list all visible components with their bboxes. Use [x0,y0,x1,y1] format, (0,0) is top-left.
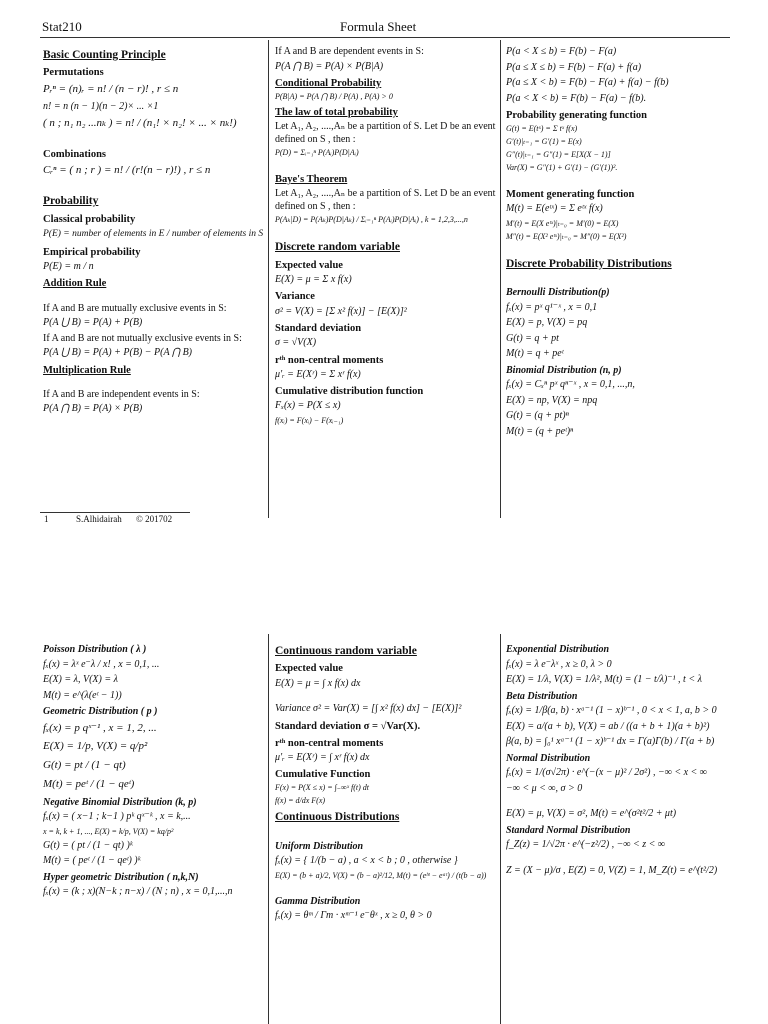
section-heading: Continuous random variable [275,645,417,657]
distribution-heading: Beta Distribution [506,690,578,702]
formula: E(X) = p, V(X) = pq [506,317,588,329]
formula: β(a, b) = ∫₀¹ xᵃ⁻¹ (1 − x)ᵇ⁻¹ dx = Γ(a)Γ(b) / Γ(a + b) [506,736,715,747]
formula: E(X) = (b + a)/2, V(X) = (b − a)²/12, M(t) = (eᵇᵗ − eᵃᵗ) / (t(b − a)) [275,870,487,880]
subheading: Expected value [275,663,343,675]
subheading: Standard deviation σ = √Var(X). [275,720,421,732]
page-number: 1 [44,514,49,524]
distribution-heading: Hyper geometric Distribution ( n,k,N) [43,871,199,883]
subheading: Variance [275,291,315,303]
text-line: If A and B are dependent events in S: [275,46,424,57]
top-divider-left [268,40,269,518]
text-line: Let A₁, A₂, ....,Aₙ be a partition of S. Let D be an event defined on S , then : [275,121,496,145]
bottom-column-1 [43,640,265,902]
formula: P(a < X ≤ b) = F(b) − F(a) [506,46,617,57]
formula: G″(t)|ₜ₌₁ = G″(1) = E[X(X − 1)] [506,150,611,160]
spacer [506,176,746,184]
formula: P(A ⋃ B) = P(A) + P(B) − P(A ⋂ B) [43,347,193,358]
text-line: If A and B are mutually exclusive events in S: [43,302,227,314]
formula: E(X) = λ, V(X) = λ [43,674,118,685]
distribution-heading: Poisson Distribution ( λ ) [43,644,147,655]
author-name: S.Alhidairah [76,514,122,524]
distribution-heading: Standard Normal Distribution [506,824,631,836]
spacer [43,293,265,301]
formula: Pᵣⁿ = (n)ᵣ = n! / (n − r)! , r ≤ n [43,82,179,95]
rule-heading: The law of total probability [275,107,398,119]
distribution-heading: Binomial Distribution (n, p) [506,364,622,376]
spacer [506,245,746,253]
spacer [275,884,497,892]
formula: M(t) = peᵗ / (1 − qeᵗ) [43,777,135,790]
spacer [43,182,265,190]
formula: P(A ⋃ B) = P(A) + P(B) [43,317,143,328]
formula: ( n ; n₁ n₂ ...nₖ ) = n! / (n₁! × n₂! × ... × nₖ!) [43,116,237,129]
spacer [275,161,497,169]
spacer [275,829,497,837]
formula: Variance σ² = Var(X) = [∫ x² f(x) dx] − [E(X)]² [275,703,462,714]
formula: fₓ(x) = θᵐ / Γm · xᵐ⁻¹ e⁻θˣ , x ≥ 0, θ > 0 [275,910,432,922]
distribution-heading: Negative Binomial Distribution (k, p) [43,796,197,808]
text-line: If A and B are not mutually exclusive events in S: [43,332,242,344]
formula: E(X) = np, V(X) = npq [506,394,598,406]
section-heading: Basic Counting Principle [43,49,166,61]
formula: P(E) = number of elements in E / number of elements in S [43,228,264,239]
subheading: rᵗʰ non-central moments [275,354,384,366]
subheading: Combinations [43,148,107,160]
formula: fₓ(x) = (k ; x)(N−k ; n−x) / (N ; n) , x = 0,1,...,n [43,886,233,897]
copyright: © 201702 [136,514,173,524]
page-title: Formula Sheet [340,19,417,34]
formula: G(t) = ( pt / (1 − qt) )ᵏ [43,839,133,851]
spacer [506,798,746,806]
formula: −∞ < μ < ∞, σ > 0 [506,782,583,794]
section-heading: Discrete random variable [275,241,400,254]
formula: G′(t)|ₜ₌₁ = G′(1) = E(x) [506,137,582,147]
formula: E(X) = μ = ∫ x f(x) dx [275,677,361,689]
formula: μ′ᵣ = E(Xʳ) = ∫ xʳ f(x) dx [275,751,370,763]
formula: M″(t) = E(X² eᵗˣ)|ₜ₌₀ = M″(0) = E(X²) [506,231,627,241]
formula: P(A ⋂ B) = P(A) × P(B) [43,403,143,415]
formula: P(E) = m / n [43,260,94,272]
course-name: Stat210 [42,19,82,34]
formula: fₓ(x) = { 1/(b − a) , a < x < b ; 0 , otherwise } [275,855,458,867]
top-column-1 [43,44,265,419]
subheading: Cumulative distribution function [275,386,424,398]
formula: σ² = V(X) = [Σ x² f(x)] − [E(X)]² [275,305,407,317]
formula: M(t) = q + peᵗ [506,348,564,360]
formula: fₓ(x) = λ e⁻λˣ , x ≥ 0, λ > 0 [506,658,612,670]
formula: fₓ(x) = λˣ e⁻λ / x! , x = 0,1, ... [43,658,160,670]
formula: x = k, k + 1, ..., E(X) = k/p, V(X) = kq/p² [43,826,174,836]
spacer [275,693,497,701]
formula: P(a ≤ X ≤ b) = F(b) − F(a) + f(a) [506,61,642,73]
top-divider-right [500,40,501,518]
formula: Cᵣⁿ = ( n ; r ) = n! / (r!(n − r)!) , r ≤ n [43,163,211,176]
distribution-heading: Geometric Distribution ( p ) [43,706,158,717]
formula: M(t) = ( peᵗ / (1 − qeᵗ) )ᵏ [43,855,141,866]
subheading: Moment generating function [506,189,635,201]
formula: n! = n (n − 1)(n − 2)× ... ×1 [43,101,159,113]
spacer [506,855,746,863]
rule-heading: Baye's Theorem [275,174,348,186]
formula: Var(X) = G″(1) + G′(1) − (G′(1))². [506,163,618,173]
formula: fₓ(x) = ( x−1 ; k−1 ) pᵏ qˣ⁻ᵏ , x = k,... [43,811,191,822]
text-line: If A and B are independent events in S: [43,388,200,400]
distribution-heading: Exponential Distribution [506,644,610,655]
formula: f_Z(z) = 1/√2π · e^(−z²/2) , −∞ < z < ∞ [506,839,666,850]
formula: fₓ(x) = pˣ q¹⁻ˣ , x = 0,1 [506,301,598,313]
formula: M(t) = E(eᵗˣ) = Σ eᵗˣ f(x) [506,203,603,215]
spacer [275,228,497,236]
formula: G(t) = (q + pt)ⁿ [506,410,569,422]
formula: M′(t) = E(X eᵗˣ)|ₜ₌₀ = M′(0) = E(X) [506,218,619,228]
formula: fₓ(x) = Cₓⁿ pˣ qⁿ⁻ˣ , x = 0,1, ...,n, [506,379,635,391]
subheading: Probability generating function [506,110,647,121]
formula: F(x) = P(X ≤ x) = ∫₋∞ˣ f(t) dt [275,783,369,793]
section-heading: Discrete Probability Distributions [506,257,672,270]
bottom-divider-right [500,634,501,1024]
distribution-heading: Normal Distribution [506,752,591,764]
subheading: Empirical probability [43,246,141,258]
formula: G(t) = pt / (1 − qt) [43,759,126,771]
formula: P(Aₖ|D) = P(Aₖ)P(D|Aₖ) / Σᵢ₌₁ⁿ P(Aᵢ)P(D|Aᵢ) , k = 1,2,3,...,n [275,215,468,225]
formula: σ = √V(X) [275,337,317,349]
header-rule [40,37,730,38]
formula: P(D) = Σᵢ₌₁ⁿ P(Aᵢ)P(D|Aᵢ) [275,148,359,158]
formula: E(X) = a/(a + b), V(X) = ab / ((a + b + 1)(a + b)²) [506,720,710,732]
formula: fₓ(x) = p qˣ⁻¹ , x = 1, 2, ... [43,721,157,734]
formula: E(X) = 1/p, V(X) = q/p² [43,740,148,753]
formula: E(X) = μ = Σ x f(x) [275,273,352,285]
formula: E(X) = μ, V(X) = σ², M(t) = e^(σ²t²/2 + μt) [506,808,677,819]
distribution-heading: Bernoulli Distribution(p) [506,287,610,299]
bottom-column-3 [506,640,746,880]
bottom-divider-left [268,634,269,1024]
formula: Fₓ(x) = P(X ≤ x) [275,400,341,412]
rule-heading: Multiplication Rule [43,364,131,376]
spacer [43,379,265,387]
subheading: Cumulative Function [275,769,371,781]
spacer [43,136,265,144]
formula: E(X) = 1/λ, V(X) = 1/λ², M(t) = (1 − t/λ)⁻¹ , t < λ [506,674,702,685]
footer-rule [40,512,190,513]
formula: Z = (X − μ)/σ , E(Z) = 0, V(Z) = 1, M_Z(t) = e^(t²/2) [506,864,718,876]
formula: G(t) = E(tˣ) = Σ tˣ f(x) [506,124,578,134]
text-line: Let A₁, A₂, ....,Aₙ be a partition of S. Let D be an event defined on S , then : [275,188,496,212]
formula: f(xᵢ) = F(xᵢ) − F(xᵢ₋₁) [275,415,344,425]
subheading: Expected value [275,259,343,271]
top-column-3 [506,44,746,441]
subheading: rᵗʰ non-central moments [275,737,384,749]
distribution-heading: Gamma Distribution [275,895,361,907]
subheading: Classical probability [43,213,136,225]
section-heading: Continuous Distributions [275,811,400,824]
formula: P(B|A) = P(A ⋂ B) / P(A) , P(A) > 0 [275,92,393,102]
formula: P(a < X < b) = F(b) − F(a) − f(b). [506,92,647,104]
formula: fₓ(x) = 1/(σ√2π) · e^(−(x − μ)² / 2σ²) , −∞ < x < ∞ [506,767,707,778]
subheading: Permutations [43,67,104,79]
spacer [506,275,746,283]
distribution-heading: Uniform Distribution [275,840,364,852]
formula: f(x) = d/dx F(x) [275,796,326,806]
formula: P(A ⋂ B) = P(A) × P(B|A) [275,60,384,72]
subheading: Standard deviation [275,323,362,334]
formula: μ′ᵣ = E(Xʳ) = Σ xʳ f(x) [275,368,361,380]
formula: M(t) = (q + peᵗ)ⁿ [506,425,574,437]
rule-heading: Conditional Probability [275,78,382,89]
formula: G(t) = q + pt [506,332,559,344]
formula: M(t) = e^(λ(eᵗ − 1)) [43,689,122,701]
formula: P(a ≤ X < b) = F(b) − F(a) + f(a) − f(b) [506,77,669,88]
top-column-2 [275,44,497,429]
rule-heading: Addition Rule [43,278,107,290]
bottom-column-2 [275,640,497,926]
section-heading: Probability [43,195,99,208]
formula: fₓ(x) = 1/β(a, b) · xᵃ⁻¹ (1 − x)ᵇ⁻¹ , 0 < x < 1, a, b > 0 [506,705,717,716]
